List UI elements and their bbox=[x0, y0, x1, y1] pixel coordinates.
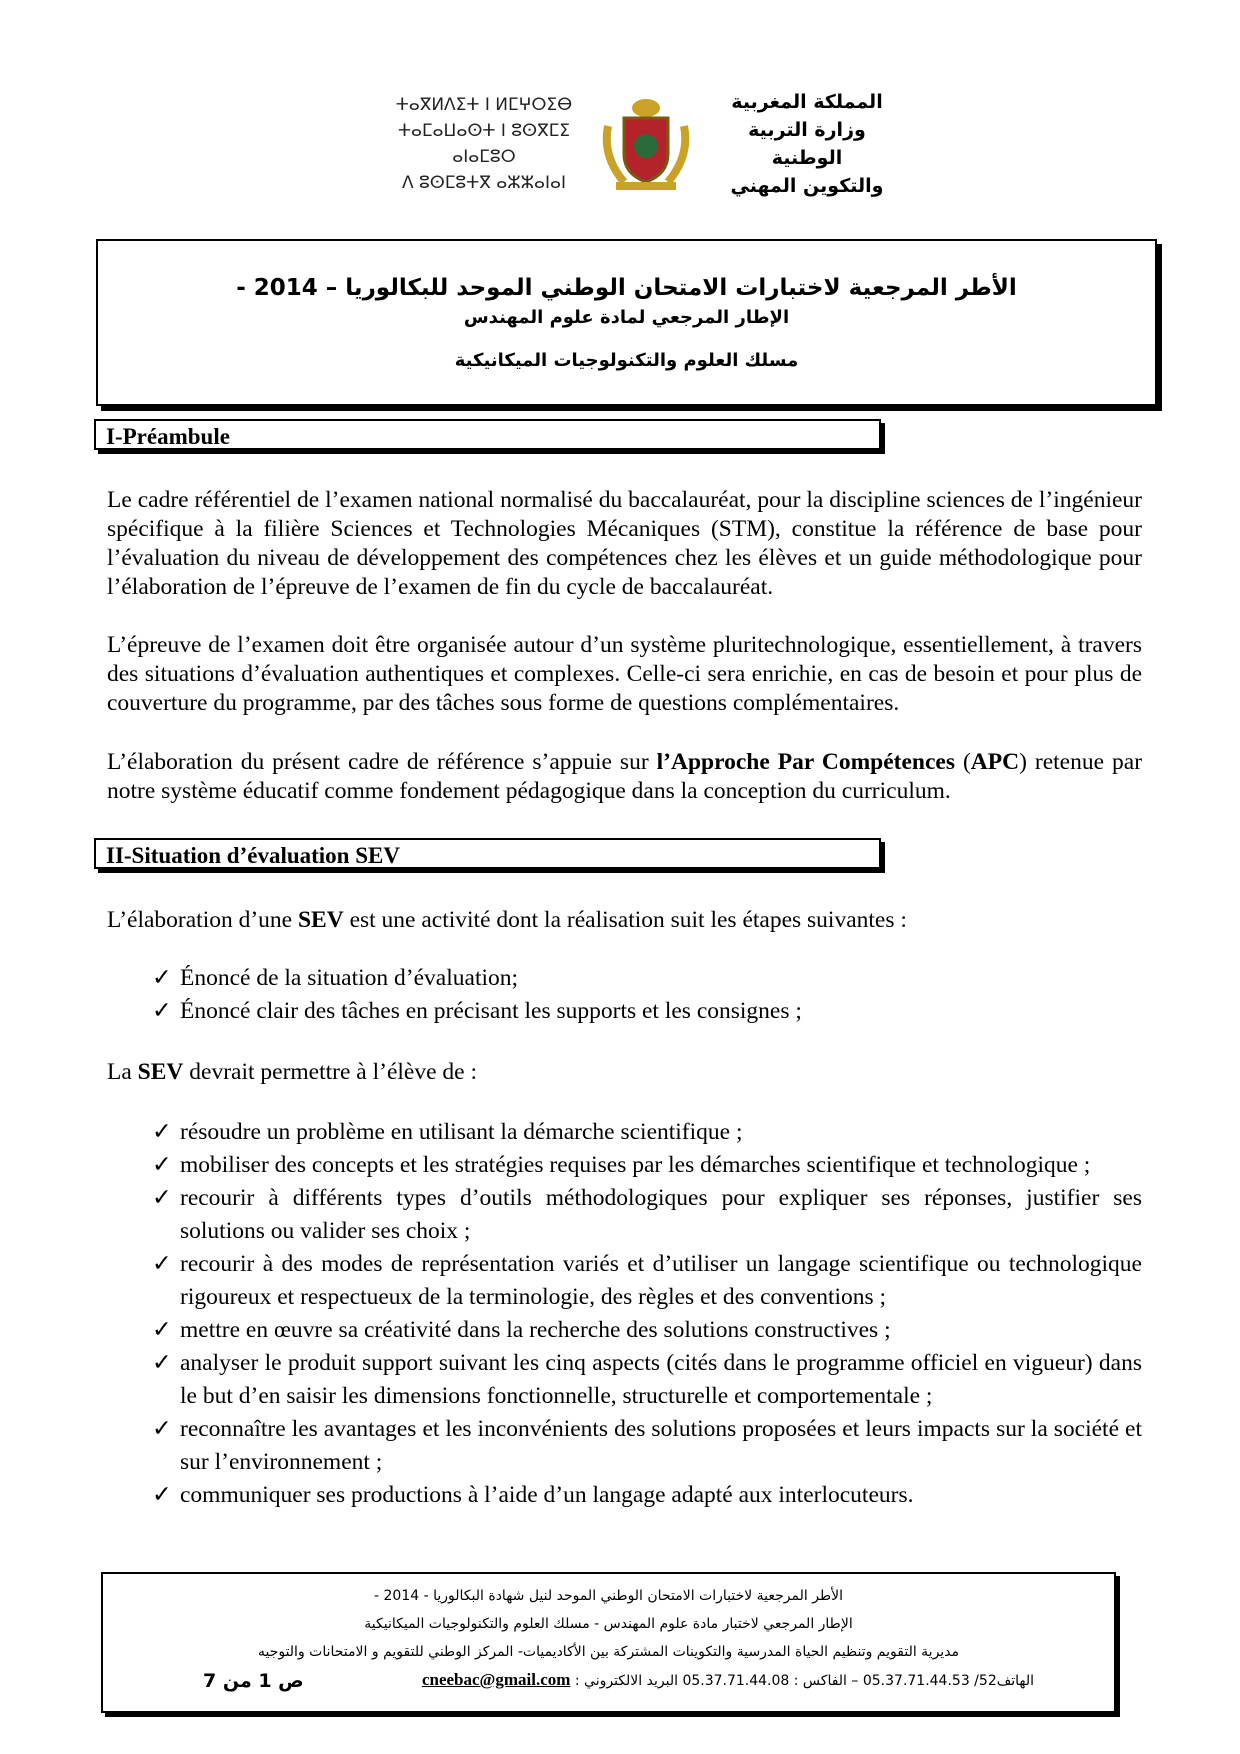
sev-intro bbox=[107, 906, 1142, 935]
arabic-line: وزارة التربية الوطنية bbox=[748, 119, 866, 169]
footer-line: الأطر المرجعية لاختبارات الامتحان الوطني الموحد لنيل شهادة البكالوريا - 2014 - bbox=[374, 1588, 843, 1604]
check-icon: ✓ bbox=[152, 998, 172, 1024]
sev-steps-list bbox=[152, 962, 1142, 1028]
sev-goals-intro bbox=[107, 1058, 1142, 1087]
arabic-line: المملكة المغربية bbox=[731, 91, 883, 113]
list-item-text: Énoncé clair des tâches en précisant les supports et les consignes ; bbox=[180, 998, 802, 1024]
list-item-text: recourir à des modes de représentation variés et d’utiliser un langage scientifique ou technologique rigoureux et respectueux de la terminologie, des règles et des conventions ; bbox=[180, 1251, 1142, 1310]
list-item-text: Énoncé de la situation d’évaluation; bbox=[180, 965, 519, 991]
arabic-line: والتكوين المهني bbox=[730, 175, 884, 197]
document-subtitle: الإطار المرجعي لمادة علوم المهندس bbox=[463, 307, 790, 328]
text: ) retenue par notre système éducatif comme fondement pédagogique dans la conception du curriculum. bbox=[107, 749, 1143, 804]
section-heading-sev: II-Situation d’évaluation SEV bbox=[94, 838, 881, 869]
text: ( bbox=[954, 749, 971, 775]
page-number: ص 1 من 7 bbox=[203, 1669, 304, 1692]
list-item-text: reconnaître les avantages et les inconvénients des solutions proposées et leurs impacts sur la société et sur l’environnement ; bbox=[180, 1416, 1142, 1475]
list-item bbox=[152, 962, 1142, 995]
list-item-text: mettre en œuvre sa créativité dans la recherche des solutions constructives ; bbox=[180, 1317, 891, 1343]
tifinagh-ministry-name bbox=[389, 92, 579, 196]
list-item bbox=[152, 995, 1142, 1028]
list-item bbox=[152, 1182, 1142, 1248]
text: est une activité dont la réalisation suit les étapes suivantes : bbox=[343, 907, 907, 933]
list-item bbox=[152, 1116, 1142, 1149]
list-item bbox=[152, 1149, 1142, 1182]
page-footer bbox=[101, 1572, 1116, 1713]
footer-contact bbox=[422, 1666, 1034, 1695]
check-icon: ✓ bbox=[152, 1152, 172, 1178]
list-item bbox=[152, 1479, 1142, 1512]
ministry-letterhead bbox=[389, 91, 902, 197]
list-item bbox=[152, 1347, 1142, 1413]
list-item-text: analyser le produit support suivant les cinq aspects (cités dans le programme officiel en vigueur) dans le but d’en saisir les dimensions fonctionnelle, structurelle et comportementale ; bbox=[180, 1350, 1142, 1409]
bold-text: APC bbox=[970, 749, 1020, 775]
text: devrait permettre à l’élève de : bbox=[183, 1059, 477, 1085]
section-heading-preambule: I-Préambule bbox=[94, 419, 881, 450]
tifinagh-line: ⵜⴰⵎⴰⵡⴰⵙⵜ ⵏ ⵓⵙⴳⵎⵉ ⴰⵏⴰⵎⵓⵔ bbox=[397, 121, 571, 167]
list-item bbox=[152, 1314, 1142, 1347]
bold-text: l’Approche Par Compétences bbox=[656, 749, 955, 775]
coat-of-arms-icon bbox=[600, 96, 692, 192]
footer-contact-row bbox=[103, 1666, 1114, 1695]
text: La bbox=[107, 1059, 138, 1085]
list-item-text: mobiliser des concepts et les stratégies requises par les démarches scientifique et technologique ; bbox=[180, 1152, 1091, 1178]
check-icon: ✓ bbox=[152, 1185, 172, 1211]
preambule-paragraph-2: L’épreuve de l’examen doit être organisée autour d’un système pluritechnologique, essentiellement, à travers des situations d’évaluation authentiques et complexes. Celle-ci sera enrichie, en cas de besoin et pour plus de couverture du programme, par des tâches sous forme de questions complémentaires. bbox=[107, 632, 1142, 716]
contact-text: الهاتف52/ 05.37.71.44.53 – الفاكس : 05.37.71.44.08 البريد الالكتروني : bbox=[574, 1673, 1034, 1689]
list-item bbox=[152, 1413, 1142, 1479]
list-item-text: résoudre un problème en utilisant la démarche scientifique ; bbox=[180, 1119, 743, 1145]
sev-goals-list bbox=[152, 1116, 1142, 1512]
document-track: مسلك العلوم والتكنولوجيات الميكانيكية bbox=[454, 350, 799, 371]
check-icon: ✓ bbox=[152, 1416, 172, 1442]
check-icon: ✓ bbox=[152, 1317, 172, 1343]
tifinagh-line: ⵜⴰⴳⵍⴷⵉⵜ ⵏ ⵍⵎⵖⵔⵉⴱ bbox=[395, 95, 573, 115]
preambule-paragraph-1: Le cadre référentiel de l’examen national normalisé du baccalauréat, pour la discipline sciences de l’ingénieur spécifique à la filière Sciences et Technologies Mécaniques (STM), constitue la référence de base pour l’évaluation du niveau de développement des compétences chez les élèves et un guide méthodologique pour l’élaboration de l’épreuve de l’examen de fin du cycle de baccalauréat. bbox=[107, 487, 1142, 600]
bold-text: SEV bbox=[297, 907, 344, 933]
bold-text: SEV bbox=[137, 1059, 184, 1085]
arabic-ministry-name bbox=[712, 88, 902, 200]
list-item bbox=[152, 1248, 1142, 1314]
list-item-text: communiquer ses productions à l’aide d’un langage adapté aux interlocuteurs. bbox=[180, 1482, 914, 1508]
check-icon: ✓ bbox=[152, 965, 172, 991]
document-title: الأطر المرجعية لاختبارات الامتحان الوطني الموحد للبكالوريا – 2014 - bbox=[236, 275, 1017, 301]
text: L’élaboration d’une bbox=[107, 907, 298, 933]
text: L’élaboration du présent cadre de référence s’appuie sur bbox=[107, 749, 657, 775]
check-icon: ✓ bbox=[152, 1251, 172, 1277]
email-link[interactable]: cneebac@gmail.com bbox=[421, 1670, 571, 1689]
footer-line: الإطار المرجعي لاختبار مادة علوم المهندس - مسلك العلوم والتكنولوجيات الميكانيكية bbox=[364, 1616, 853, 1632]
check-icon: ✓ bbox=[152, 1482, 172, 1508]
check-icon: ✓ bbox=[152, 1119, 172, 1145]
document-title-box bbox=[96, 239, 1157, 406]
check-icon: ✓ bbox=[152, 1350, 172, 1376]
preambule-paragraph-3 bbox=[107, 748, 1142, 806]
list-item-text: recourir à différents types d’outils méthodologiques pour expliquer ses réponses, justifier ses solutions ou valider ses choix ; bbox=[180, 1185, 1142, 1244]
footer-line: مديرية التقويم وتنظيم الحياة المدرسية والتكوينات المشتركة بين الأكاديميات- المركز الوطني للتقويم و الامتحانات والتوجيه bbox=[257, 1644, 960, 1660]
tifinagh-line: ⴷ ⵓⵙⵎⵓⵜⴳ ⴰⵣⵣⴰⵏⴰⵏ bbox=[401, 173, 567, 193]
